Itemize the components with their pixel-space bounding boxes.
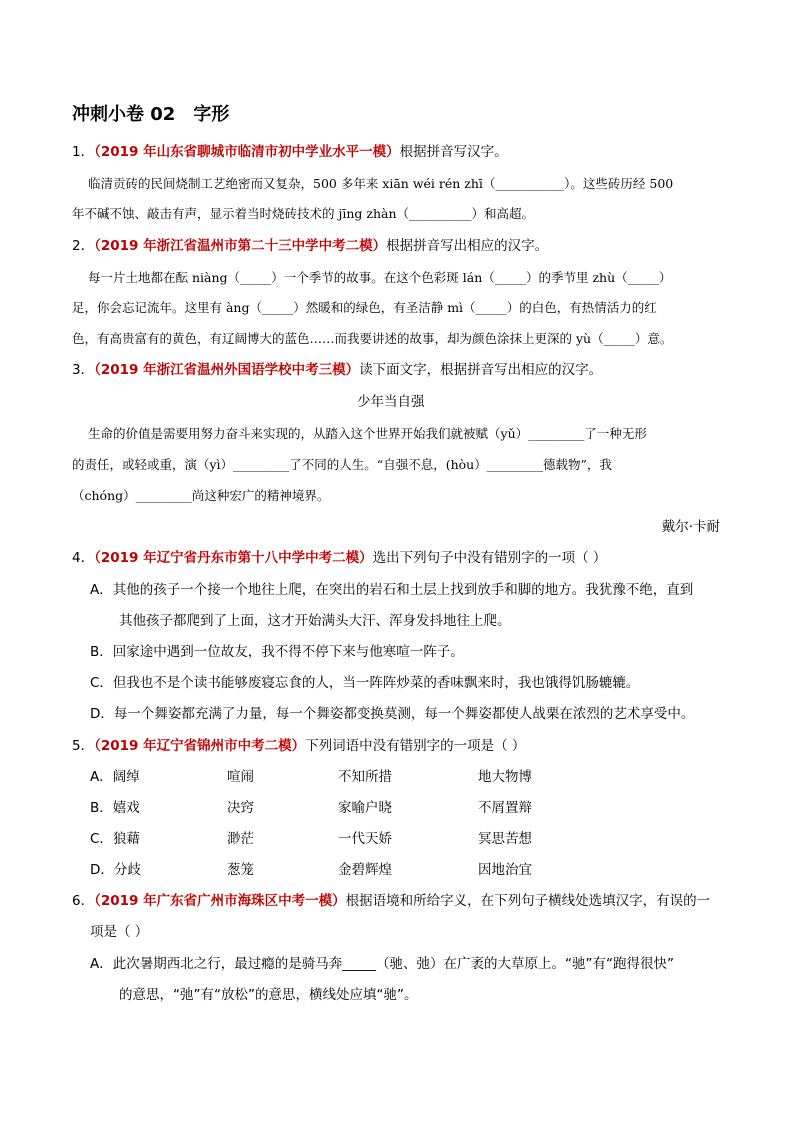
question-5 xyxy=(72,737,525,755)
q5-b-word-4: 不屑置辩 xyxy=(478,800,532,816)
q5-c-word-3: 一代天娇 xyxy=(338,831,392,847)
question-source: （2019 年浙江省温州外国语学校中考三模） xyxy=(94,362,360,378)
q6-option-a-line-2: 的意思，“弛”有“放松”的意思，横线处应填“驰”。 xyxy=(119,987,418,1003)
q5-a-word-2: 喧闹 xyxy=(227,769,254,785)
question-1 xyxy=(72,143,508,161)
q5-b-word-3: 家喻户晓 xyxy=(338,800,392,816)
q5-c-word-4: 冥思苦想 xyxy=(478,831,532,847)
passage-heading: 少年当自强 xyxy=(357,394,425,410)
q2-text-line-1: 每一片土地都在酝 niàng（_____）一个季节的故事。在这个色彩斑 lán（_____）的季节里 zhù（_____） xyxy=(88,270,672,285)
q5-a-word-4: 地大物博 xyxy=(478,769,532,785)
question-prompt: 下列词语中没有错别字的一项是（ ） xyxy=(305,738,526,754)
question-source: （2019 年浙江省温州市第二十三中学中考二模） xyxy=(94,238,387,254)
q5-d-word-2: 葱笼 xyxy=(227,862,254,878)
q3-text-line-2: 的责任，或轻或重，演（yì）_________了不同的人生。“自强不息，(hòu）_________德载物”，我 xyxy=(72,457,612,472)
question-prompt-continued: 项是（ ） xyxy=(90,924,149,940)
q5-d-word-4: 因地治宜 xyxy=(478,862,532,878)
q5-b-word-1: B．嬉戏 xyxy=(90,800,140,816)
question-prompt: 根据语境和所给字义，在下列句子横线处选填汉字，有误的一 xyxy=(345,893,711,909)
question-source: （2019 年广东省广州市海珠区中考一模） xyxy=(94,893,346,909)
q5-d-word-3: 金碧辉煌 xyxy=(338,862,392,878)
q5-a-word-1: A．阔绰 xyxy=(90,769,140,785)
q1-text-line-2: 年不碱不蚀、敲击有声，显示着当时烧砖技术的 jīng zhàn（__________）和高超。 xyxy=(72,206,535,221)
question-source: （2019 年山东省聊城市临清市初中学业水平一模） xyxy=(94,144,400,160)
q4-option-b: B．回家途中遇到一位故友，我不得不停下来与他寒喧一阵子。 xyxy=(90,644,464,660)
question-number: 2． xyxy=(72,238,95,254)
q5-c-word-2: 渺茫 xyxy=(227,831,254,847)
q4-option-a-line-2: 其他孩子都爬到了上面，这才开始满头大汗、浑身发抖地往上爬。 xyxy=(119,613,511,629)
question-prompt: 根据拼音写汉字。 xyxy=(399,144,508,160)
question-prompt: 根据拼音写出相应的汉字。 xyxy=(386,238,549,254)
question-4 xyxy=(72,549,606,567)
title-topic: 字形 xyxy=(193,104,230,125)
passage-author: 戴尔·卡耐 xyxy=(661,519,720,535)
question-6 xyxy=(72,892,710,910)
q3-text-line-1: 生命的价值是需要用努力奋斗来实现的，从踏入这个世界开始我们就被赋（yǔ）_________了一种无形 xyxy=(88,426,647,441)
question-prompt: 读下面文字，根据拼音写出相应的汉字。 xyxy=(359,362,603,378)
page-title xyxy=(72,103,229,127)
question-number: 1． xyxy=(72,144,95,160)
question-number: 6． xyxy=(72,893,95,909)
q6-option-a-line-1: A．此次暑期西北之行，最过瘾的是骑马奔_____（驰、弛）在广袤的大草原上。“驰”有“跑得很快” xyxy=(90,956,674,972)
question-number: 3． xyxy=(72,362,95,378)
question-prompt: 选出下列句子中没有错别字的一项（ ） xyxy=(372,550,607,566)
q5-a-word-3: 不知所措 xyxy=(338,769,392,785)
q5-c-word-1: C．狼藉 xyxy=(90,831,140,847)
question-source: （2019 年辽宁省丹东市第十八中学中考二模） xyxy=(94,550,373,566)
q4-option-a-line-1: A．其他的孩子一个接一个地往上爬，在突出的岩石和土层上找到放手和脚的地方。我犹豫不绝，直到 xyxy=(90,582,694,598)
q3-text-line-3: （chóng）_________尚这种宏广的精神境界。 xyxy=(72,488,330,503)
question-number: 5． xyxy=(72,738,95,754)
question-source: （2019 年辽宁省锦州市中考二模） xyxy=(94,738,306,754)
q2-text-line-3: 色，有高贵富有的黄色，有辽阔博大的蓝色……而我要讲述的故事，却为颜色涂抹上更深的 yù（_____）意。 xyxy=(72,331,673,346)
question-number: 4． xyxy=(72,550,95,566)
q4-option-d: D．每一个舞姿都充满了力量，每一个舞姿都变换莫测，每一个舞姿都使人战栗在浓烈的艺术享受中。 xyxy=(90,706,695,722)
q5-b-word-2: 决窍 xyxy=(227,800,254,816)
q2-text-line-2: 足，你会忘记流年。这里有 àng（_____）然暖和的绿色，有圣洁静 mì（_____）的白色，有热情活力的红 xyxy=(72,300,657,315)
title-prefix: 冲刺小卷 02 xyxy=(72,104,176,125)
question-3 xyxy=(72,361,602,379)
q5-d-word-1: D．分歧 xyxy=(90,862,141,878)
q4-option-c: C．但我也不是个读书能够废寝忘食的人，当一阵阵炒菜的香味飘来时，我也饿得饥肠辘辘。 xyxy=(90,675,640,691)
question-2 xyxy=(72,237,548,255)
q1-text-line-1: 临清贡砖的民间烧制工艺绝密而又复杂，500 多年来 xiān wéi rén zhī（___________）。这些砖历经 500 xyxy=(88,176,674,191)
